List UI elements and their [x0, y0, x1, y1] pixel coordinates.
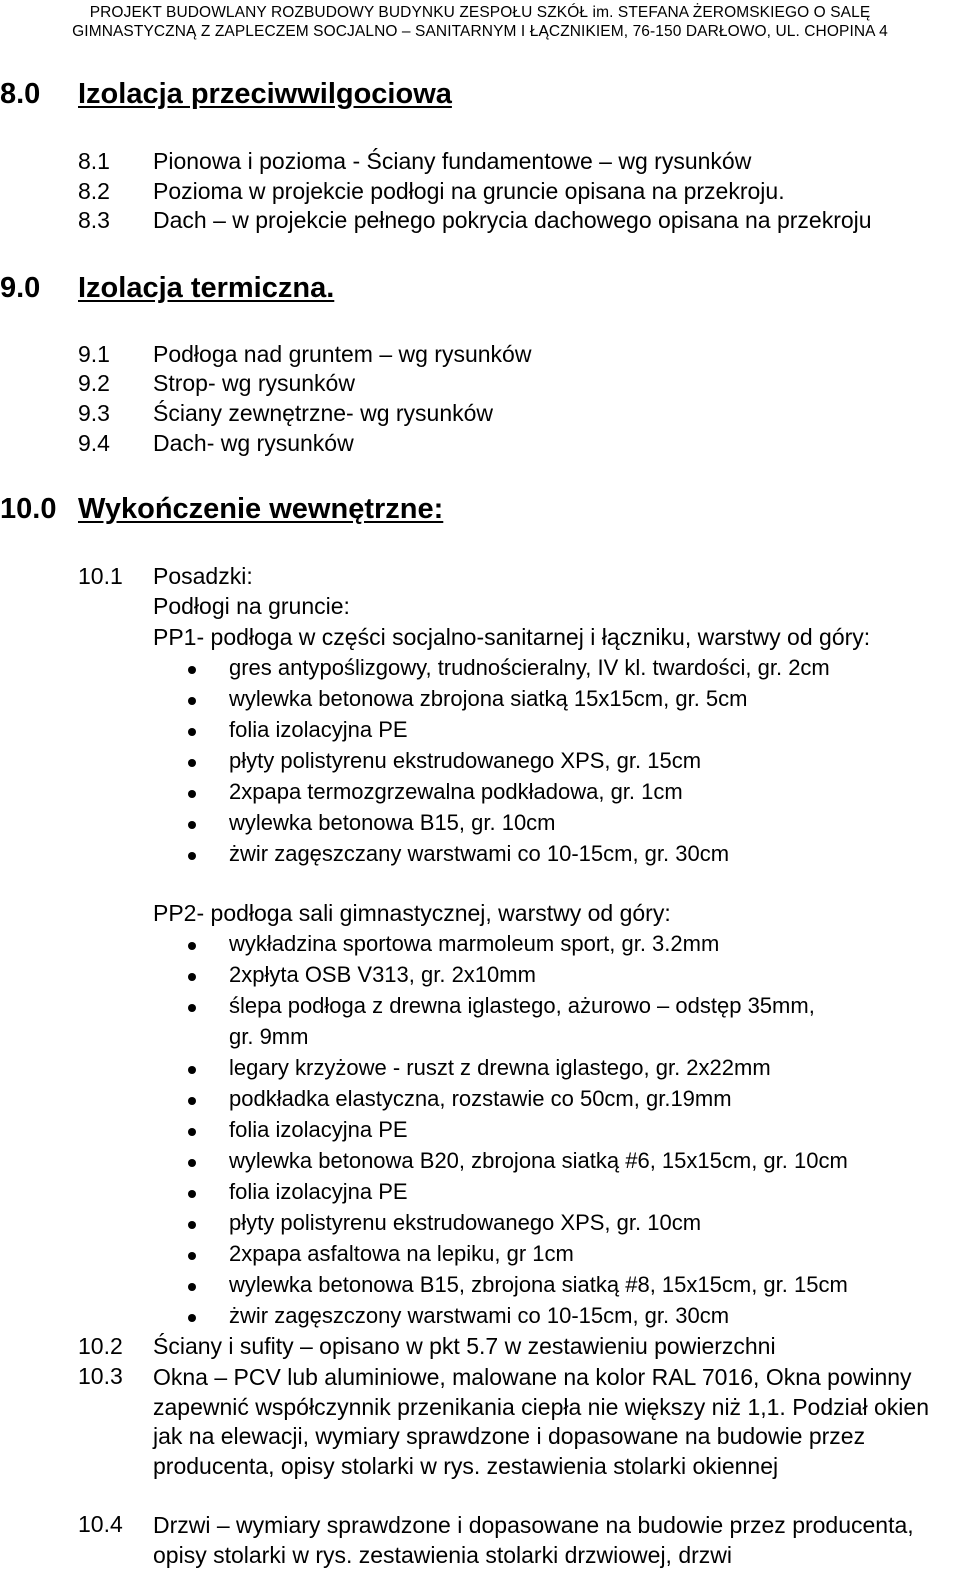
paragraph-10-4: Drzwi – wymiary sprawdzone i dopasowane na budowie przez producenta, opisy stolarki w rys. zestawienia stolarki drzwiowej, drzwi	[153, 1512, 914, 1568]
section-title: Izolacja termiczna.	[78, 272, 335, 304]
item-number: 8.2	[78, 178, 110, 204]
bullet-text: ślepa podłoga z drewna iglastego, ażurowo – odstęp 35mm,	[229, 993, 815, 1018]
bullet-text: wykładzina sportowa marmoleum sport, gr. 3.2mm	[229, 931, 720, 956]
item-number: 10.2	[78, 1333, 123, 1359]
bullet-icon	[188, 1314, 196, 1322]
bullet-icon	[188, 1097, 196, 1105]
section-number: 10.0	[0, 493, 57, 525]
bullet-icon	[188, 666, 196, 674]
item-text: Dach – w projekcie pełnego pokrycia dachowego opisana na przekroju	[153, 207, 872, 233]
bullet-text: wylewka betonowa B15, gr. 10cm	[229, 810, 556, 835]
bullet-icon	[188, 973, 196, 981]
item-text: Pozioma w projekcie podłogi na gruncie opisana na przekroju.	[153, 178, 785, 204]
bullet-text: wylewka betonowa B20, zbrojona siatką #6, 15x15cm, gr. 10cm	[229, 1148, 848, 1173]
bullet-icon	[188, 1159, 196, 1167]
pp2-title: PP2- podłoga sali gimnastycznej, warstwy od góry:	[153, 900, 671, 926]
bullet-icon	[188, 1252, 196, 1260]
bullet-icon	[188, 1128, 196, 1136]
bullet-text: żwir zagęszczony warstwami co 10-15cm, gr. 30cm	[229, 1303, 730, 1328]
bullet-text: podkładka elastyczna, rozstawie co 50cm, gr.19mm	[229, 1086, 732, 1111]
bullet-icon	[188, 728, 196, 736]
bullet-icon	[188, 1283, 196, 1291]
bullet-text: wylewka betonowa B15, zbrojona siatką #8, 15x15cm, gr. 15cm	[229, 1272, 848, 1297]
item-number: 9.2	[78, 370, 110, 396]
bullet-text: płyty polistyrenu ekstrudowanego XPS, gr. 15cm	[229, 748, 702, 773]
header-line-2: GIMNASTYCZNĄ Z ZAPLECZEM SOCJALNO – SANITARNYM I ŁĄCZNIKIEM, 76-150 DARŁOWO, UL. CHOPINA 4	[72, 23, 888, 40]
item-number: 10.1	[78, 563, 123, 589]
bullet-text: 2xpłyta OSB V313, gr. 2x10mm	[229, 962, 536, 987]
bullet-text: folia izolacyjna PE	[229, 1117, 408, 1142]
bullet-icon	[188, 1004, 196, 1012]
header-line-1: PROJEKT BUDOWLANY ROZBUDOWY BUDYNKU ZESPOŁU SZKÓŁ im. STEFANA ŻEROMSKIEGO O SALĘ	[89, 4, 871, 21]
bullet-text: 2xpapa asfaltowa na lepiku, gr 1cm	[229, 1241, 574, 1266]
bullet-icon	[188, 1066, 196, 1074]
bullet-text: legary krzyżowe - ruszt z drewna iglastego, gr. 2x22mm	[229, 1055, 771, 1080]
item-text: Dach- wg rysunków	[153, 430, 354, 456]
bullet-text: folia izolacyjna PE	[229, 717, 408, 742]
bullet-text: 2xpapa termozgrzewalna podkładowa, gr. 1cm	[229, 779, 683, 804]
subheading: Podłogi na gruncie:	[153, 593, 350, 619]
item-number: 10.4	[78, 1511, 123, 1537]
item-text: Ściany i sufity – opisano w pkt 5.7 w zestawieniu powierzchni	[153, 1333, 776, 1359]
item-number: 9.4	[78, 430, 110, 456]
bullet-icon	[188, 697, 196, 705]
item-text: Strop- wg rysunków	[153, 370, 355, 396]
bullet-icon	[188, 942, 196, 950]
item-text: Podłoga nad gruntem – wg rysunków	[153, 341, 532, 367]
paragraph-10-3: Okna – PCV lub aluminiowe, malowane na kolor RAL 7016, Okna powinny zapewnić współczynnik przenikania ciepła nie większy niż 1,1. Podział okien jak na elewacji, wymiary sprawdzone i dopasowane na budowie przez producenta, opisy stolarki w rys. zestawienia stolarki okiennej	[153, 1364, 930, 1479]
item-number: 8.1	[78, 148, 110, 174]
bullet-text: gres antypoślizgowy, trudnościeralny, IV kl. twardości, gr. 2cm	[229, 655, 830, 680]
document-header	[0, 0, 960, 41]
bullet-icon	[188, 852, 196, 860]
bullet-icon	[188, 821, 196, 829]
section-number: 9.0	[0, 272, 41, 304]
item-number: 9.3	[78, 400, 110, 426]
bullet-text: gr. 9mm	[229, 1024, 309, 1049]
bullet-text: wylewka betonowa zbrojona siatką 15x15cm, gr. 5cm	[229, 686, 748, 711]
item-number: 10.3	[78, 1363, 123, 1389]
bullet-text: żwir zagęszczany warstwami co 10-15cm, gr. 30cm	[229, 841, 730, 866]
section-title: Wykończenie wewnętrzne:	[78, 493, 444, 525]
bullet-icon	[188, 790, 196, 798]
item-number: 8.3	[78, 207, 110, 233]
bullet-icon	[188, 759, 196, 767]
item-text: Pionowa i pozioma - Ściany fundamentowe – wg rysunków	[153, 148, 752, 174]
bullet-icon	[188, 1190, 196, 1198]
section-title: Izolacja przeciwwilgociowa	[78, 78, 452, 110]
item-text: Posadzki:	[153, 563, 253, 589]
bullet-text: płyty polistyrenu ekstrudowanego XPS, gr. 10cm	[229, 1210, 702, 1235]
bullet-icon	[188, 1221, 196, 1229]
item-text: Ściany zewnętrzne- wg rysunków	[153, 400, 494, 426]
bullet-text: folia izolacyjna PE	[229, 1179, 408, 1204]
item-number: 9.1	[78, 341, 110, 367]
section-number: 8.0	[0, 78, 41, 110]
pp1-title: PP1- podłoga w części socjalno-sanitarnej i łączniku, warstwy od góry:	[153, 624, 871, 650]
